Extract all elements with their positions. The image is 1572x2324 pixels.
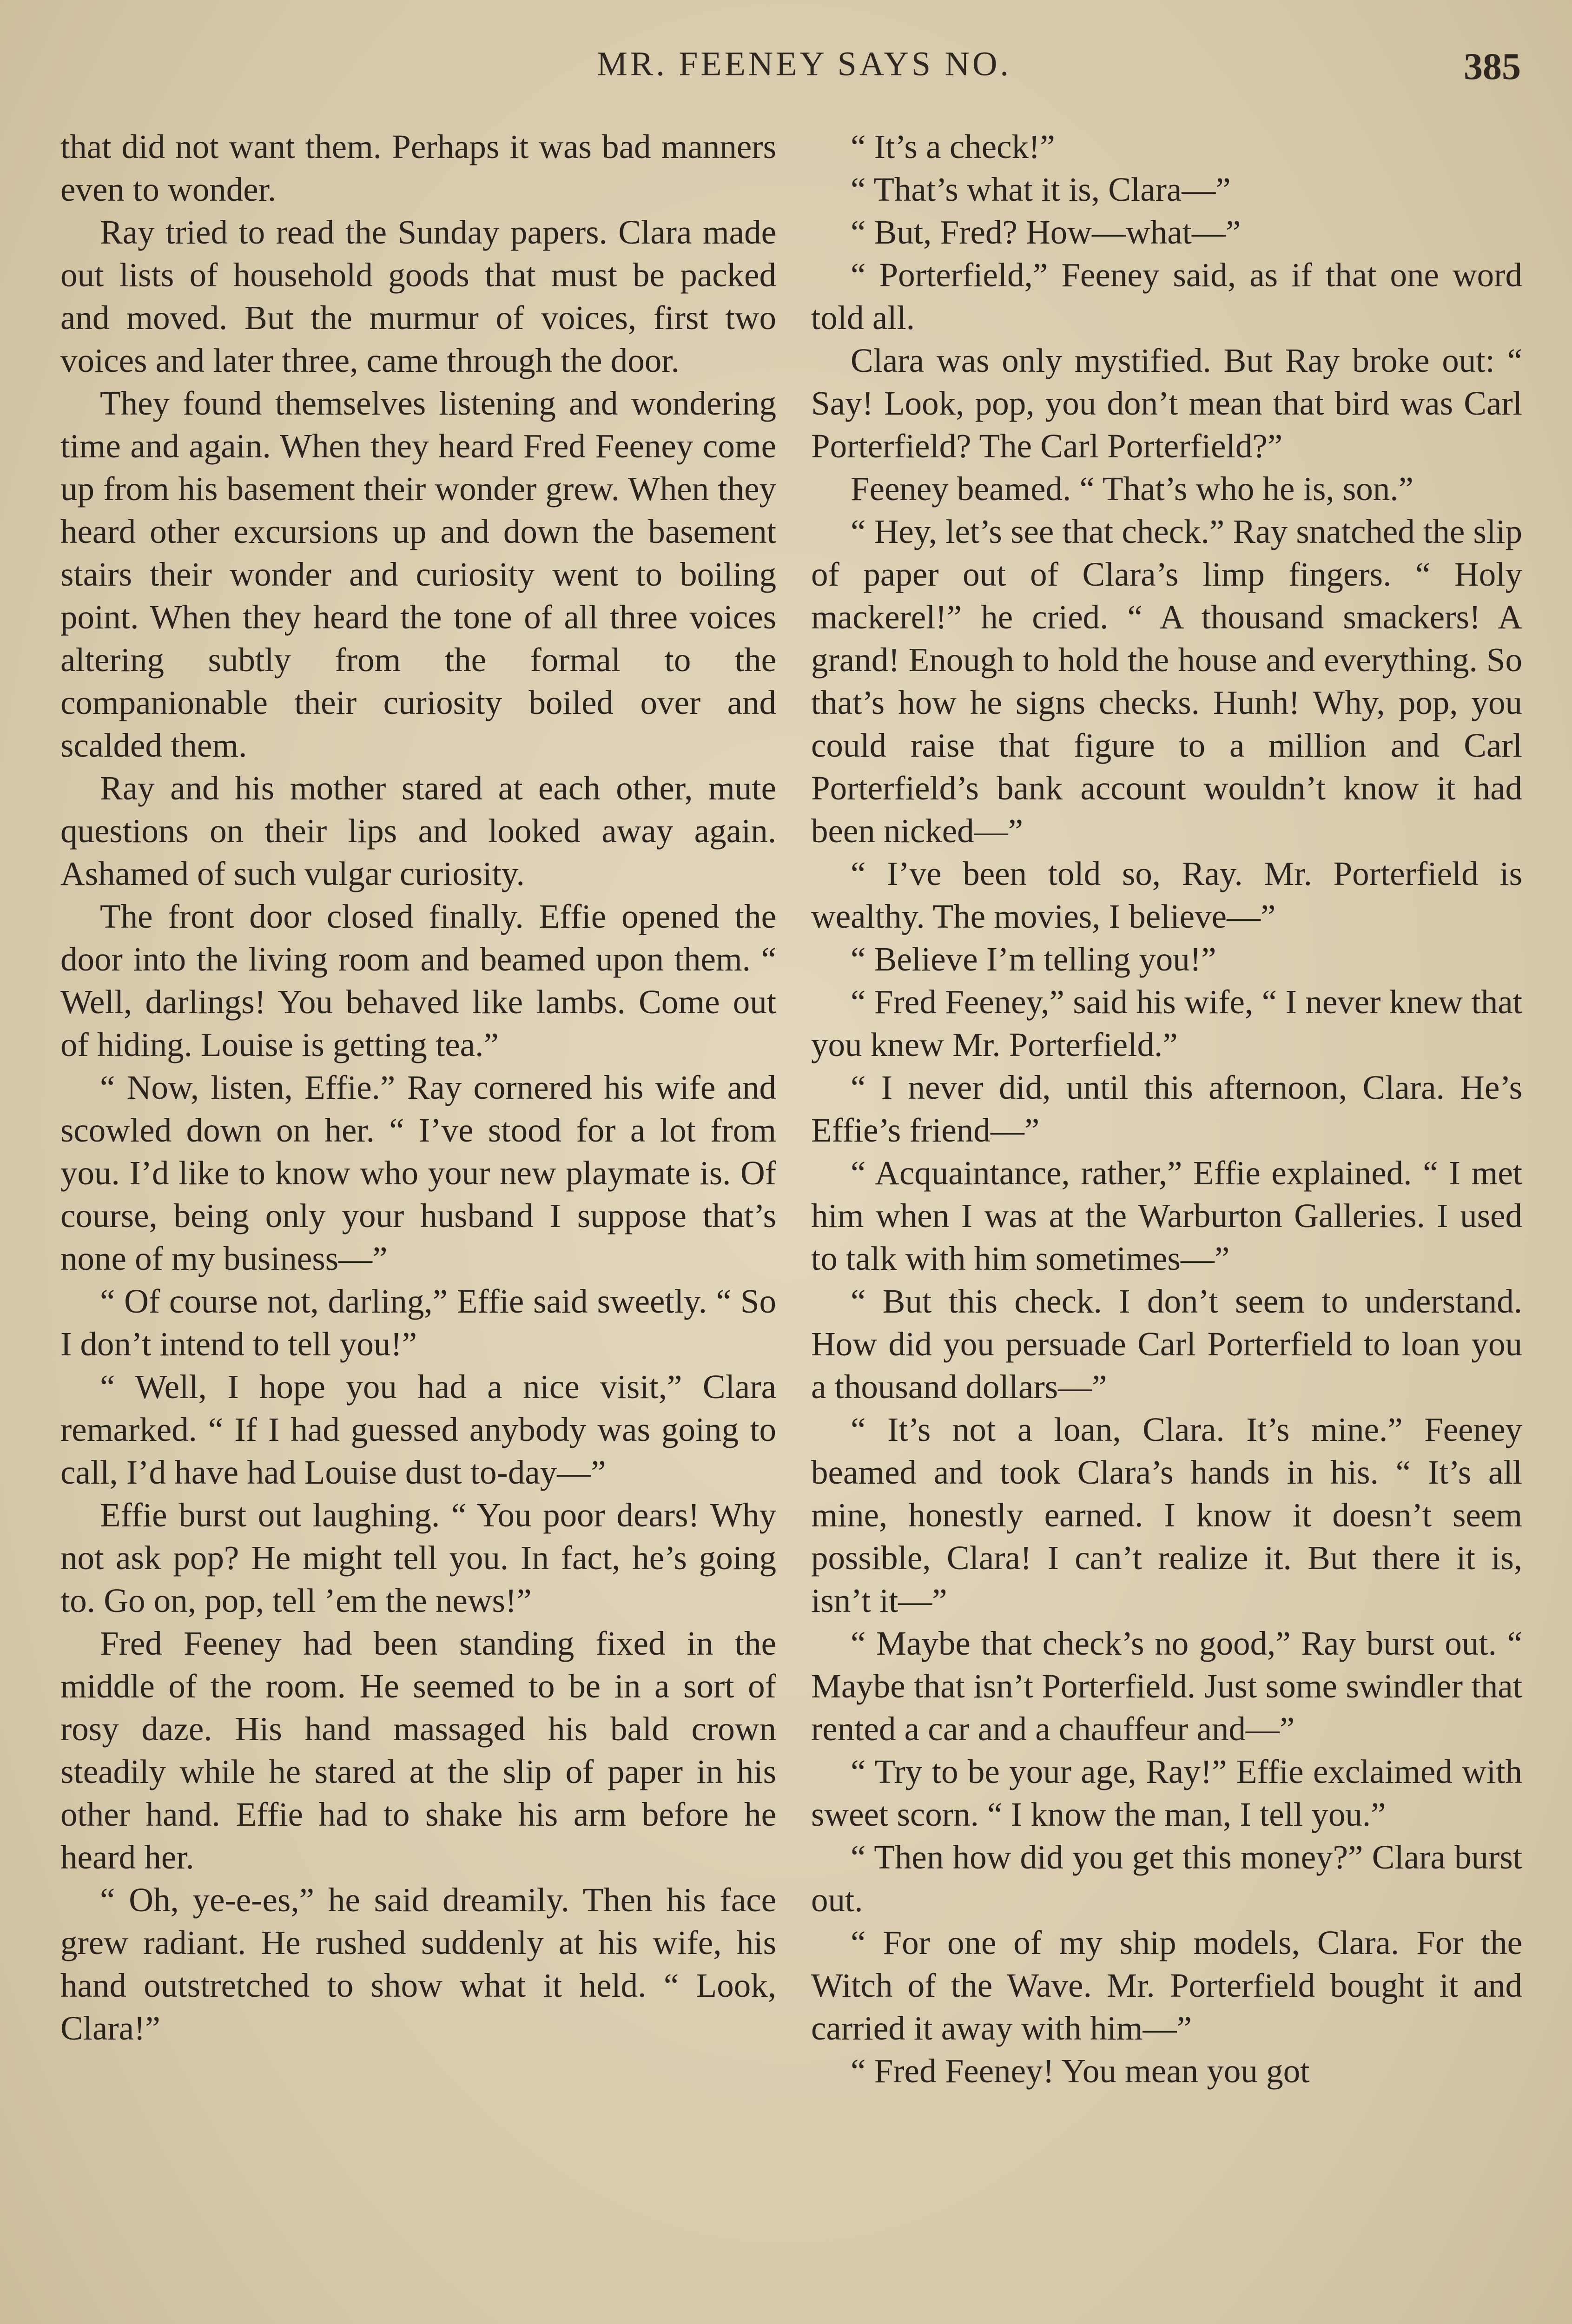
paragraph: “ Porterfield,” Feeney said, as if that one word told all. <box>811 256 1522 337</box>
paragraph: “ I never did, until this afternoon, Clara. He’s Effie’s friend—” <box>811 1069 1522 1149</box>
paragraph: The front door closed finally. Effie opened the door into the living room and beamed upon them. “ Well, darlings! You behaved like lambs. Come out of hiding. Louise is getting tea.” <box>60 898 776 1063</box>
running-title: MR. FEENEY SAYS NO. <box>597 45 1011 83</box>
text-column-right <box>811 125 1522 2324</box>
paragraph: “ It’s a check!” <box>851 128 1055 165</box>
paragraph: “ That’s what it is, Clara—” <box>851 171 1231 208</box>
paragraph: Fred Feeney had been standing fixed in the middle of the room. He seemed to be in a sort of rosy daze. His hand massaged his bald crown steadily while he stared at the slip of paper in his other hand. Effie had to shake his arm before he heard her. <box>60 1624 776 1876</box>
paragraph: Ray and his mother stared at each other, mute questions on their lips and looked away again. Ashamed of such vulgar curiosity. <box>60 769 776 892</box>
running-head <box>0 45 1572 96</box>
paragraph: “ Now, listen, Effie.” Ray cornered his wife and scowled down on her. “ I’ve stood for a lot from you. I’d like to know who your new playmate is. Of course, being only your husband I suppose that’s none of my business—” <box>60 1069 776 1277</box>
paragraph: that did not want them. Perhaps it was bad manners even to wonder. <box>60 128 776 208</box>
text-column-left <box>60 125 776 2324</box>
page-number: 385 <box>1464 45 1521 87</box>
paragraph: “ Maybe that check’s no good,” Ray burst out. “ Maybe that isn’t Porterfield. Just some swindler that rented a car and a chauffeur and—” <box>811 1624 1522 1748</box>
paragraph: “ Acquaintance, rather,” Effie explained. “ I met him when I was at the Warburton Galleries. I used to talk with him sometimes—” <box>811 1154 1522 1277</box>
paragraph: “ Fred Feeney! You mean you got <box>851 2052 1310 2090</box>
paragraph: “ I’ve been told so, Ray. Mr. Porterfield is wealthy. The movies, I believe—” <box>811 855 1522 935</box>
paragraph: “ Try to be your age, Ray!” Effie exclaimed with sweet scorn. “ I know the man, I tell you.” <box>811 1753 1522 1833</box>
paragraph: “ Well, I hope you had a nice visit,” Clara remarked. “ If I had guessed anybody was going to call, I’d have had Louise dust to-day—” <box>60 1368 776 1491</box>
paragraph: Ray tried to read the Sunday papers. Clara made out lists of household goods that must be packed and moved. But the murmur of voices, first two voices and later three, came through the door. <box>60 213 776 379</box>
paragraph: “ Of course not, darling,” Effie said sweetly. “ So I don’t intend to tell you!” <box>60 1282 776 1363</box>
paragraph: Clara was only mystified. But Ray broke out: “ Say! Look, pop, you don’t mean that bird was Carl Porterfield? The Carl Porterfield?” <box>811 342 1522 465</box>
paragraph: “ But this check. I don’t seem to understand. How did you persuade Carl Porterfield to loan you a thousand dollars—” <box>811 1282 1522 1406</box>
paragraph: Feeney beamed. “ That’s who he is, son.” <box>851 470 1413 508</box>
paragraph: “ Believe I’m telling you!” <box>851 940 1216 978</box>
paragraph: “ Fred Feeney,” said his wife, “ I never knew that you knew Mr. Porterfield.” <box>811 983 1522 1063</box>
paragraph: “ For one of my ship models, Clara. For the Witch of the Wave. Mr. Porterfield bought it and carried it away with him—” <box>811 1924 1522 2047</box>
paragraph: Effie burst out laughing. “ You poor dears! Why not ask pop? He might tell you. In fact, he’s going to. Go on, pop, tell ’em the news!” <box>60 1496 776 1619</box>
paragraph: “ Hey, let’s see that check.” Ray snatched the slip of paper out of Clara’s limp fingers. “ Holy mackerel!” he cried. “ A thousand smackers! A grand! Enough to hold the house and everything. So that’s how he signs checks. Hunh! Why, pop, you could raise that figure to a million and Carl Porterfield’s bank account wouldn’t know it had been nicked—” <box>811 513 1522 850</box>
paragraph: They found themselves listening and wondering time and again. When they heard Fred Feeney come up from his basement their wonder grew. When they heard other excursions up and down the basement stairs their wonder and curiosity went to boiling point. When they heard the tone of all three voices altering subtly from the formal to the companionable their curiosity boiled over and scalded them. <box>60 384 776 764</box>
paragraph: “ Then how did you get this money?” Clara burst out. <box>811 1838 1522 1919</box>
paragraph: “ But, Fred? How—what—” <box>851 213 1241 251</box>
paragraph: “ It’s not a loan, Clara. It’s mine.” Feeney beamed and took Clara’s hands in his. “ It’s all mine, honestly earned. I know it doesn’t seem possible, Clara! I can’t realize it. But there it is, isn’t it—” <box>811 1411 1522 1619</box>
paragraph: “ Oh, ye-e-es,” he said dreamily. Then his face grew radiant. He rushed suddenly at his wife, his hand outstretched to show what it held. “ Look, Clara!” <box>60 1881 776 2047</box>
